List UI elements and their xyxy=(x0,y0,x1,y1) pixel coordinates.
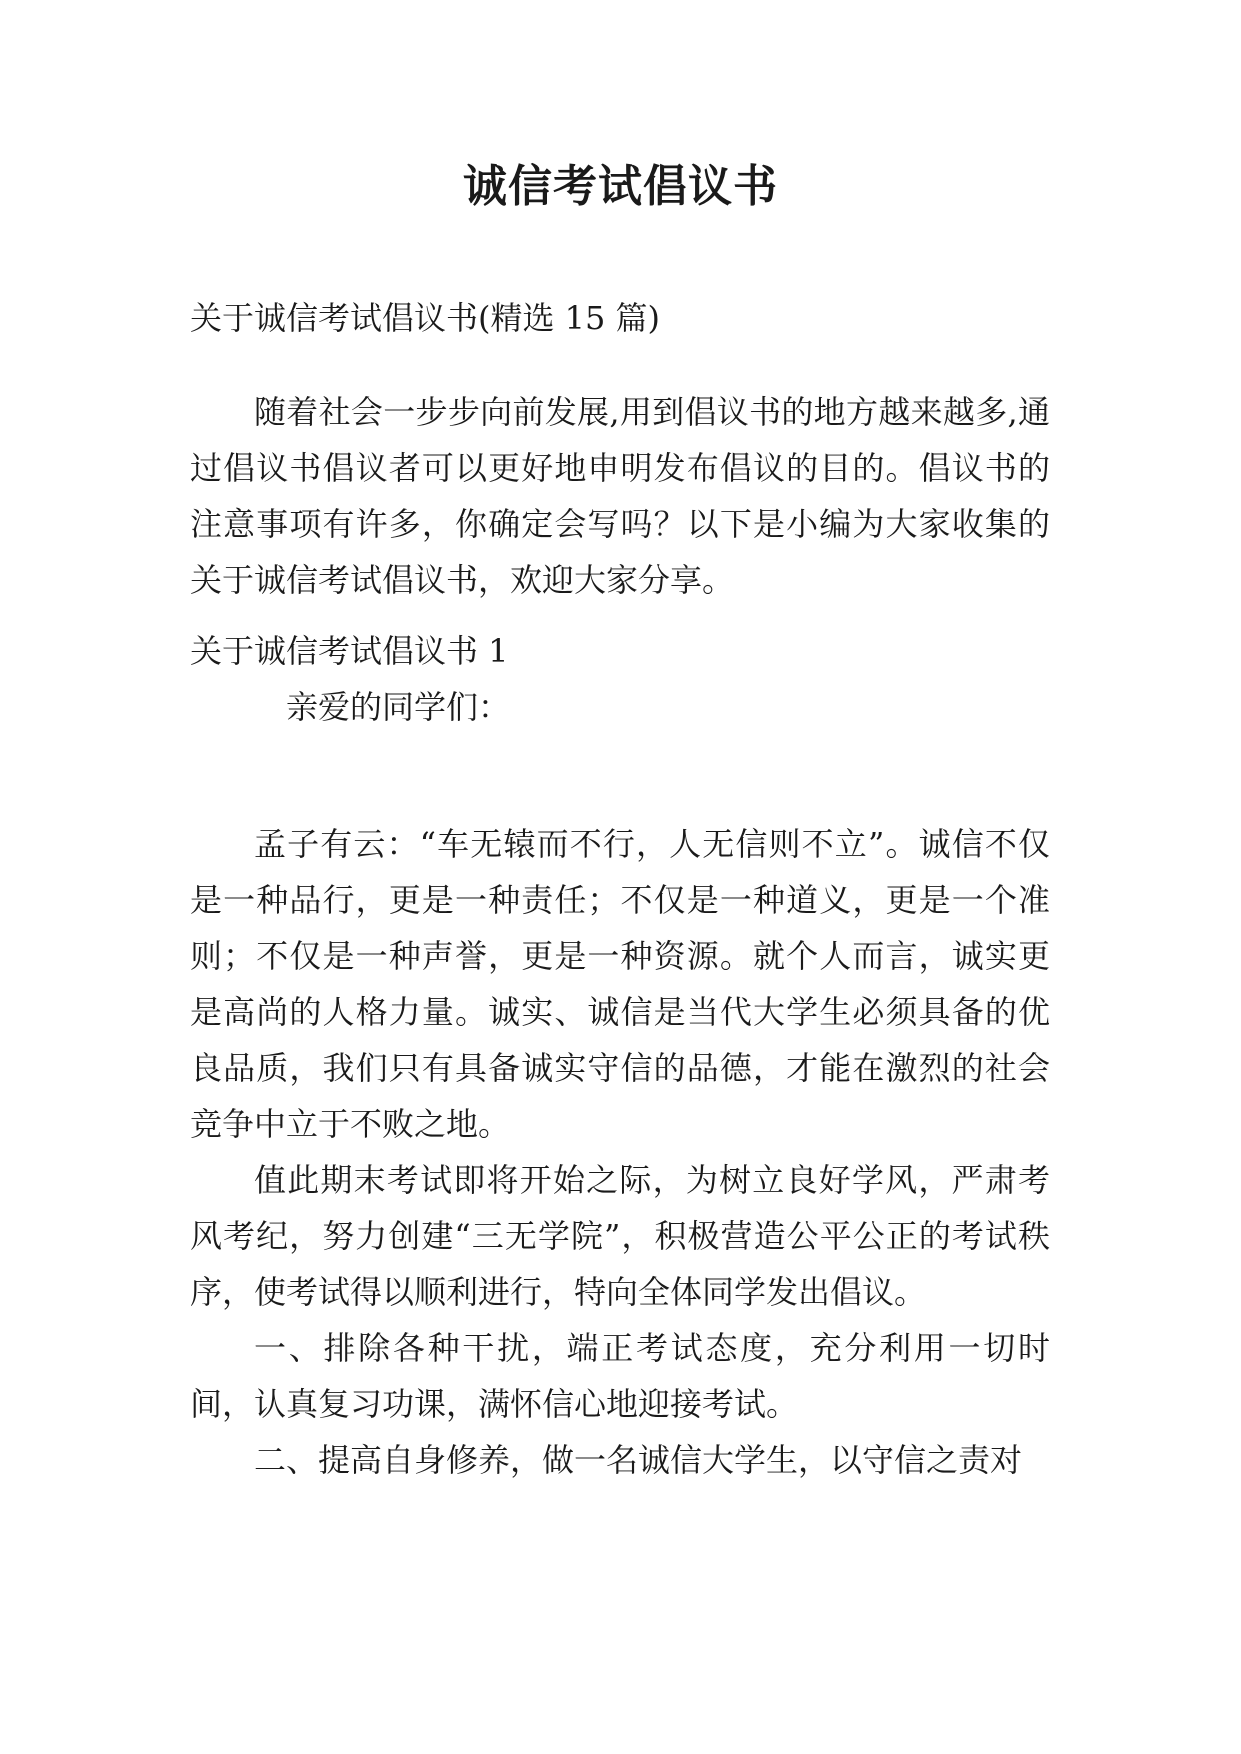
section-heading: 关于诚信考试倡议书 1 xyxy=(190,632,509,670)
body-block xyxy=(190,816,1050,1488)
body-paragraph-2: 值此期末考试即将开始之际，为树立良好学风，严肃考风考纪，努力创建“三无学院”，积极营造公平公正的考试秩序，使考试得以顺利进行，特向全体同学发出倡议。 xyxy=(190,1161,1050,1311)
intro-paragraph: 随着社会一步步向前发展,用到倡议书的地方越来越多,通过倡议书倡议者可以更好地申明发布倡议的目的。倡议书的注意事项有许多，你确定会写吗？以下是小编为大家收集的关于诚信考试倡议书，欢迎大家分享。 xyxy=(190,393,1050,599)
salutation: 亲爱的同学们： xyxy=(286,688,511,726)
section-block xyxy=(190,623,1050,735)
document-subtitle: 关于诚信考试倡议书(精选 15 篇) xyxy=(190,299,661,337)
document-subtitle-block xyxy=(190,290,1050,346)
body-paragraph-4: 二、提高自身修养，做一名诚信大学生，以守信之责对 xyxy=(254,1441,1023,1479)
document-title: 诚信考试倡议书 xyxy=(463,161,778,212)
body-paragraph-3: 一、排除各种干扰，端正考试态度，充分利用一切时间，认真复习功课，满怀信心地迎接考试。 xyxy=(190,1329,1050,1423)
intro-block xyxy=(190,384,1050,608)
body-paragraph-1: 孟子有云：“车无辕而不行，人无信则不立”。诚信不仅是一种品行，更是一种责任；不仅是一种道义，更是一个准则；不仅是一种声誉，更是一种资源。就个人而言，诚实更是高尚的人格力量。诚实、诚信是当代大学生必须具备的优良品质，我们只有具备诚实守信的品德，才能在激烈的社会竞争中立于不败之地。 xyxy=(190,825,1050,1143)
